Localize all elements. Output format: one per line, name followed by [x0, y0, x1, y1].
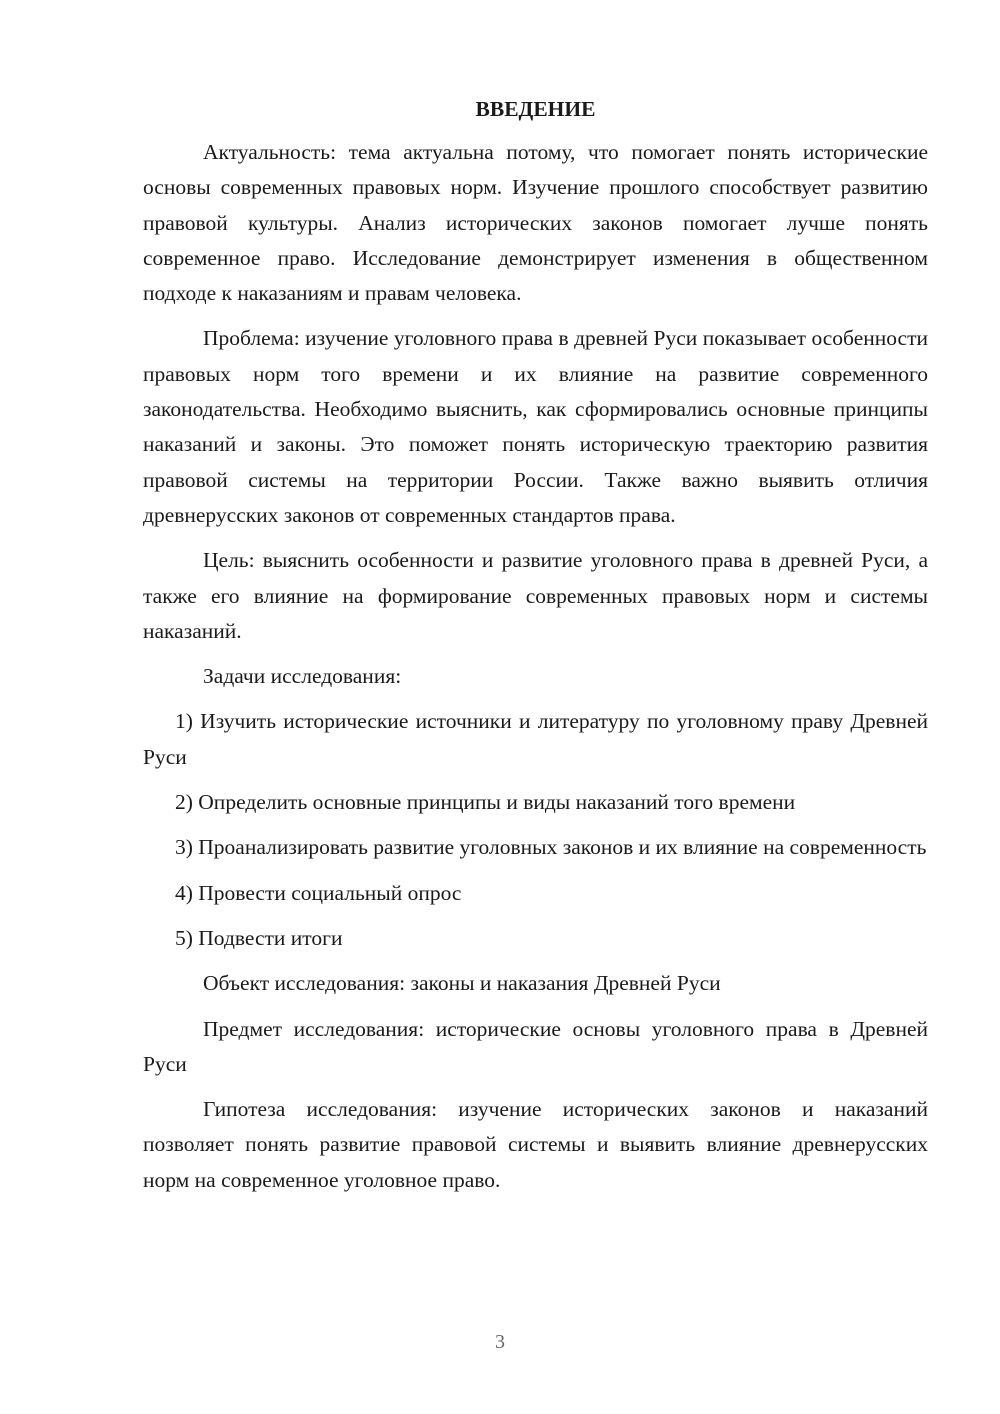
task-item-5: 5) Подвести итоги: [175, 925, 343, 950]
hypothesis-paragraph: Гипотеза исследования: изучение исторических законов и наказаний позволяет понять развитие правовой системы и выявить влияние древнерусских норм на современное уголовное право.: [143, 1097, 928, 1192]
task-item-2: 2) Определить основные принципы и виды наказаний того времени: [175, 790, 796, 815]
tasks-heading: Задачи исследования:: [203, 664, 402, 689]
subject-paragraph: Предмет исследования: исторические основы уголовного права в Древней Руси: [143, 1016, 928, 1076]
object-paragraph: Объект исследования: законы и наказания Древней Руси: [203, 971, 721, 996]
document-page: [143, 92, 928, 1208]
relevance-paragraph: Актуальность: тема актуальна потому, что помогает понять исторические основы современных правовых норм. Изучение прошлого способствует развитию правовой культуры. Анализ исторических законов помогает лучше понять современное право. Исследование демонстрирует изменения в общественном подходе к наказаниям и правам человека.: [143, 140, 928, 306]
section-title: ВВЕДЕНИЕ: [475, 97, 596, 121]
problem-paragraph: Проблема: изучение уголовного права в древней Руси показывает особенности правовых норм того времени и их влияние на развитие современного законодательства. Необходимо выяснить, как сформировались основные принципы наказаний и законы. Это поможет понять историческую траекторию развития правовой системы на территории России. Также важно выявить отличия древнерусских законов от современных стандартов права.: [143, 326, 928, 527]
goal-paragraph: Цель: выяснить особенности и развитие уголовного права в древней Руси, а также его влияние на формирование современных правовых норм и системы наказаний.: [143, 548, 928, 643]
task-item-1: 1) Изучить исторические источники и литературу по уголовному праву Древней Руси: [143, 709, 928, 769]
task-item-4: 4) Провести социальный опрос: [175, 880, 462, 905]
page-number: 3: [495, 1331, 505, 1353]
task-item-3: 3) Проанализировать развитие уголовных законов и их влияние на современность: [175, 835, 927, 860]
